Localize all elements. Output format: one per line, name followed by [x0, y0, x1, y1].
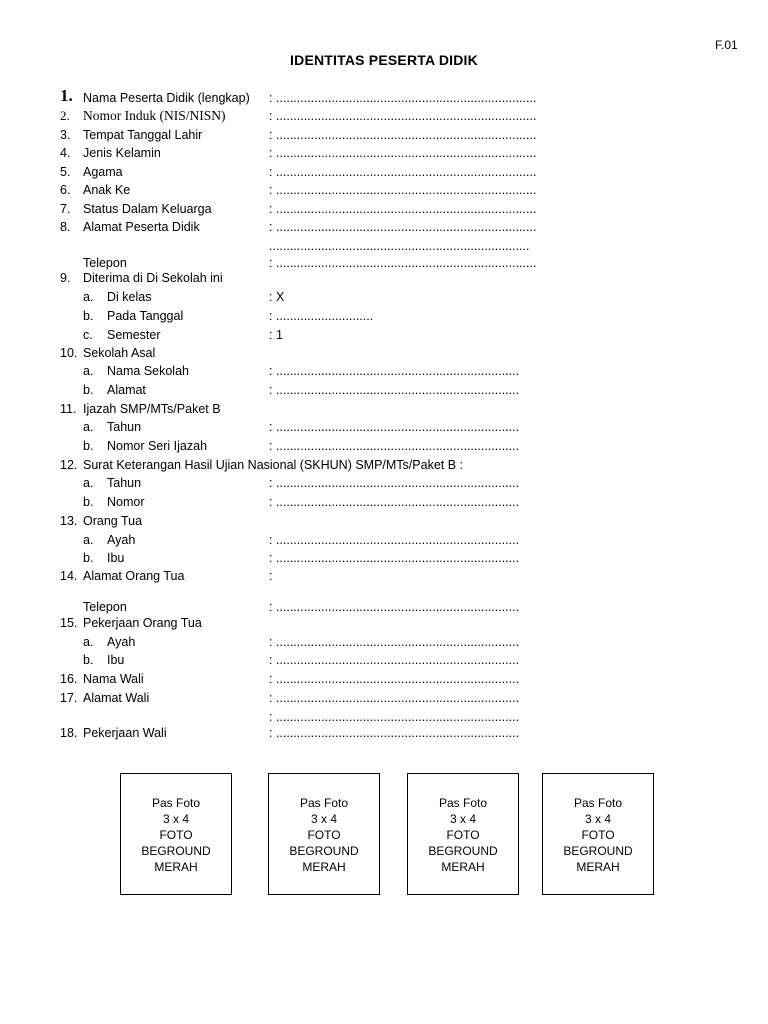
- photo-box-3: [407, 773, 519, 895]
- photo-label: Pas Foto: [299, 796, 349, 810]
- item-number: 18.: [60, 726, 78, 740]
- field-row-nama-wali: [0, 670, 768, 688]
- field-value[interactable]: : ...........................................................................: [269, 256, 537, 270]
- item-letter: a.: [83, 635, 94, 649]
- field-row-ttl: [0, 126, 768, 144]
- photo-foto: FOTO: [159, 828, 193, 842]
- field-row-skhun: [0, 456, 768, 474]
- item-number: 5.: [60, 165, 71, 179]
- photo-foto: FOTO: [307, 828, 341, 842]
- field-label: Tahun: [107, 420, 142, 434]
- field-row-jenis-kelamin: [0, 144, 768, 162]
- field-value[interactable]: : ......................................................................: [269, 533, 520, 547]
- item-letter: a.: [83, 476, 94, 490]
- field-row-pekerjaan-ayah: [0, 633, 768, 651]
- item-number: 3.: [60, 128, 71, 142]
- field-value[interactable]: : ...........................................................................: [269, 165, 537, 179]
- field-label: Semester: [107, 328, 161, 342]
- item-letter: b.: [83, 439, 94, 453]
- photo-color: MERAH: [576, 860, 620, 874]
- field-label: Surat Keterangan Hasil Ujian Nasional (SKHUN) SMP/MTs/Paket B :: [83, 458, 464, 472]
- field-value[interactable]: : ......................................................................: [269, 600, 520, 614]
- field-label: Nomor Seri Ijazah: [107, 439, 208, 453]
- item-number: 13.: [60, 514, 78, 528]
- item-number: 4.: [60, 146, 71, 160]
- item-letter: a.: [83, 364, 94, 378]
- photo-size: 3 x 4: [584, 812, 611, 826]
- field-label: Status Dalam Keluarga: [83, 202, 212, 216]
- form-code: F.01: [715, 38, 738, 52]
- field-label: Pekerjaan Wali: [83, 726, 167, 740]
- item-letter: b.: [83, 309, 94, 323]
- field-label: Telepon: [83, 256, 127, 270]
- photo-background: BEGROUND: [563, 844, 633, 858]
- field-row-pekerjaan-ortu: [0, 614, 768, 632]
- item-number: 17.: [60, 691, 78, 705]
- field-row-alamat: [0, 218, 768, 236]
- field-row-nomor-induk: [0, 107, 768, 125]
- field-row-ijazah: [0, 400, 768, 418]
- field-value[interactable]: ...........................................................................: [269, 239, 530, 253]
- field-value[interactable]: : ...........................................................................: [269, 91, 537, 105]
- field-row-ayah: [0, 531, 768, 549]
- field-row-nama-sekolah: [0, 362, 768, 380]
- field-label: Ayah: [107, 635, 136, 649]
- photo-color: MERAH: [441, 860, 485, 874]
- field-value[interactable]: : ...........................................................................: [269, 220, 537, 234]
- field-row-ijazah-nomor: [0, 437, 768, 455]
- field-label: Pekerjaan Orang Tua: [83, 616, 202, 630]
- field-row-status-keluarga: [0, 200, 768, 218]
- photo-color: MERAH: [302, 860, 346, 874]
- field-row-orang-tua: [0, 512, 768, 530]
- field-value[interactable]: : ......................................................................: [269, 420, 520, 434]
- field-label: Pada Tanggal: [107, 309, 184, 323]
- field-label: Jenis Kelamin: [83, 146, 161, 160]
- field-value[interactable]: : ...........................................................................: [269, 183, 537, 197]
- item-number: 7.: [60, 202, 71, 216]
- field-value[interactable]: : ......................................................................: [269, 726, 520, 740]
- item-letter: a.: [83, 420, 94, 434]
- field-value[interactable]: : ...........................................................................: [269, 109, 537, 123]
- field-value[interactable]: : ......................................................................: [269, 495, 520, 509]
- photo-size: 3 x 4: [162, 812, 189, 826]
- field-row-anak-ke: [0, 181, 768, 199]
- field-value[interactable]: : X: [269, 290, 285, 304]
- field-value[interactable]: : ......................................................................: [269, 710, 520, 724]
- field-value[interactable]: : ...........................................................................: [269, 128, 537, 142]
- item-number: 9.: [60, 271, 71, 285]
- field-value[interactable]: : ......................................................................: [269, 551, 520, 565]
- photo-foto: FOTO: [581, 828, 615, 842]
- field-value[interactable]: : ......................................................................: [269, 672, 520, 686]
- field-row-skhun-nomor: [0, 493, 768, 511]
- field-row-alamat-sekolah: [0, 381, 768, 399]
- photo-size: 3 x 4: [449, 812, 476, 826]
- item-number: 10.: [60, 346, 78, 360]
- field-label: Alamat Peserta Didik: [83, 220, 200, 234]
- field-value[interactable]: : ...........................................................................: [269, 146, 537, 160]
- photo-box-4: [542, 773, 654, 895]
- photo-label: Pas Foto: [151, 796, 201, 810]
- item-letter: b.: [83, 383, 94, 397]
- field-value[interactable]: : ......................................................................: [269, 476, 520, 490]
- photo-color: MERAH: [154, 860, 198, 874]
- field-row-ijazah-tahun: [0, 418, 768, 436]
- field-label: Ibu: [107, 653, 125, 667]
- field-value[interactable]: : ......................................................................: [269, 383, 520, 397]
- item-number: 1.: [60, 86, 73, 105]
- field-row-ibu: [0, 549, 768, 567]
- field-row-pekerjaan-ibu: [0, 651, 768, 669]
- field-value[interactable]: : ......................................................................: [269, 635, 520, 649]
- photo-box-2: [268, 773, 380, 895]
- field-label: Ijazah SMP/MTs/Paket B: [83, 402, 221, 416]
- field-row-alamat-cont: [0, 237, 768, 255]
- item-number: 16.: [60, 672, 78, 686]
- field-row-sekolah-asal: [0, 344, 768, 362]
- field-label: Sekolah Asal: [83, 346, 156, 360]
- field-label: Alamat Wali: [83, 691, 150, 705]
- field-label: Nama Wali: [83, 672, 144, 686]
- field-row-alamat-ortu: [0, 567, 768, 585]
- field-label: Nama Peserta Didik (lengkap): [83, 91, 250, 105]
- field-row-pada-tanggal: [0, 307, 768, 325]
- item-number: 11.: [60, 402, 77, 416]
- field-row-diterima: [0, 269, 768, 287]
- field-label: Telepon: [83, 600, 127, 614]
- field-label: Diterima di Di Sekolah ini: [83, 271, 223, 285]
- item-letter: b.: [83, 495, 94, 509]
- field-label: Nomor: [107, 495, 145, 509]
- field-value[interactable]: : ............................: [269, 309, 374, 323]
- field-label: Alamat Orang Tua: [83, 569, 185, 583]
- field-label: Agama: [83, 165, 123, 179]
- field-row-skhun-tahun: [0, 474, 768, 492]
- field-row-agama: [0, 163, 768, 181]
- field-label: Nomor Induk (NIS/NISN): [83, 108, 226, 123]
- item-letter: a.: [83, 290, 94, 304]
- field-value[interactable]: : ......................................................................: [269, 439, 520, 453]
- photo-foto: FOTO: [446, 828, 480, 842]
- field-label: Anak Ke: [83, 183, 131, 197]
- item-number: 8.: [60, 220, 71, 234]
- field-value[interactable]: :: [269, 569, 273, 583]
- field-value[interactable]: : ......................................................................: [269, 364, 520, 378]
- item-number: 12.: [60, 458, 78, 472]
- photo-size: 3 x 4: [310, 812, 337, 826]
- photo-box-1: [120, 773, 232, 895]
- field-label: Tempat Tanggal Lahir: [83, 128, 203, 142]
- field-value[interactable]: : ......................................................................: [269, 653, 520, 667]
- field-row-alamat-wali: [0, 689, 768, 707]
- item-number: 6.: [60, 183, 71, 197]
- field-value[interactable]: : 1: [269, 328, 283, 342]
- photo-label: Pas Foto: [438, 796, 488, 810]
- photo-background: BEGROUND: [141, 844, 211, 858]
- field-row-semester: [0, 326, 768, 344]
- field-row-di-kelas: [0, 288, 768, 306]
- field-label: Ibu: [107, 551, 125, 565]
- field-label: Ayah: [107, 533, 136, 547]
- field-label: Alamat: [107, 383, 146, 397]
- field-row-nama: [0, 86, 768, 107]
- item-number: 15.: [60, 616, 78, 630]
- item-letter: a.: [83, 533, 94, 547]
- field-label: Orang Tua: [83, 514, 143, 528]
- page-title: IDENTITAS PESERTA DIDIK: [290, 52, 478, 68]
- photo-label: Pas Foto: [573, 796, 623, 810]
- item-letter: b.: [83, 551, 94, 565]
- field-row-pekerjaan-wali: [0, 724, 768, 742]
- photo-background: BEGROUND: [289, 844, 359, 858]
- item-letter: b.: [83, 653, 94, 667]
- item-letter: c.: [83, 328, 93, 342]
- field-value[interactable]: : ...........................................................................: [269, 202, 537, 216]
- field-label: Di kelas: [107, 290, 152, 304]
- field-value[interactable]: : ......................................................................: [269, 691, 520, 705]
- item-number: 14.: [60, 569, 78, 583]
- field-label: Tahun: [107, 476, 142, 490]
- item-number: 2.: [60, 108, 70, 123]
- field-label: Nama Sekolah: [107, 364, 189, 378]
- photo-background: BEGROUND: [428, 844, 498, 858]
